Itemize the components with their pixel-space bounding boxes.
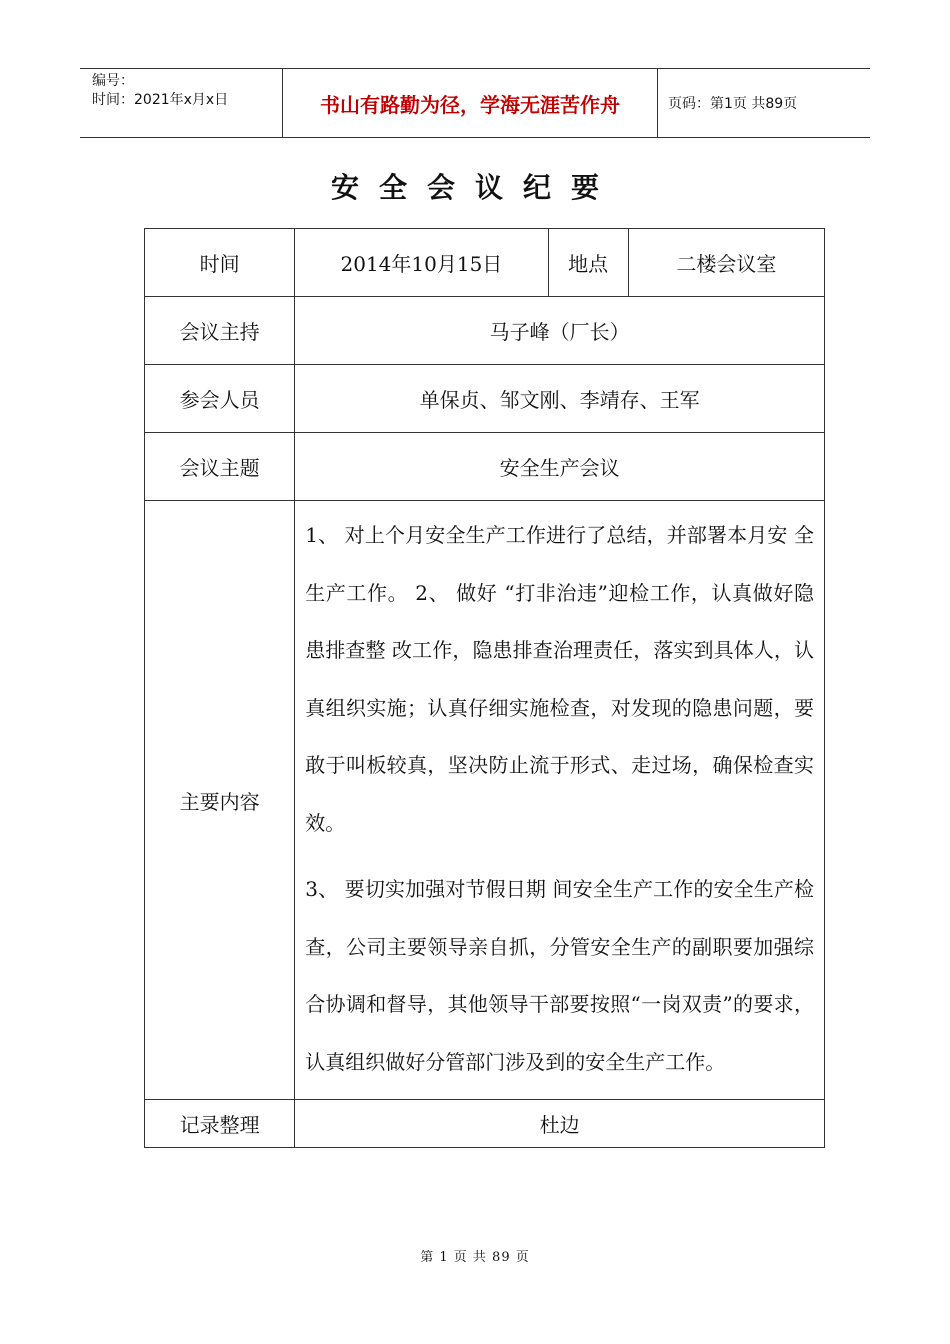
table-row-time: [145, 229, 825, 297]
time-value-cell: 2014年10月15日: [295, 229, 548, 297]
time-label: 时间：2021年x月x日: [92, 92, 229, 108]
topic-label-cell: 会议主题: [145, 433, 295, 501]
table-row-topic: [145, 433, 825, 501]
page-footer: 第 1 页 共 89 页: [420, 1250, 530, 1265]
header-meta: [80, 69, 282, 137]
place-label-cell: 地点: [548, 229, 628, 297]
content-value-cell: [295, 501, 825, 1100]
host-value-cell: 马子峰（厂长）: [295, 297, 825, 365]
table-row-host: [145, 297, 825, 365]
attendees-value-cell: 单保贞、邹文刚、李靖存、王军: [295, 365, 825, 433]
content-label-cell: 主要内容: [145, 501, 295, 1100]
header-page-info: 页码：第1页 共89页: [668, 96, 798, 112]
table-row-recorder: [145, 1100, 825, 1148]
topic-value-cell: 安全生产会议: [295, 433, 825, 501]
meeting-minutes-table: [144, 228, 825, 1148]
host-label-cell: 会议主持: [145, 297, 295, 365]
content-paragraph-1: 1、 对上个月安全生产工作进行了总结，并部署本月安 全生产工作。 2、 做好 “打非治违”迎检工作，认真做好隐患排查整 改工作，隐患排查治理责任，落实到具体人，认真组织实施；认真仔细实施检查，对发现的隐患问题，要敢于叫板较真，坚决防止流于形式、走过场，确保检查实效。: [305, 523, 814, 835]
page-title: 安全会议纪要: [330, 171, 619, 204]
table-row-attendees: [145, 365, 825, 433]
content-paragraph-2: 3、 要切实加强对节假日期 间安全生产工作的安全生产检查，公司主要领导亲自抓，分管安全生产的副职要加强综合协调和督导，其他领导干部要按照“一岗双责”的要求，认真组织做好分管部门涉及到的安全生产工作。: [305, 877, 814, 1074]
recorder-value-cell: 杜边: [295, 1100, 825, 1148]
time-label-cell: 时间: [145, 229, 295, 297]
recorder-label-cell: 记录整理: [145, 1100, 295, 1148]
table-row-content: [145, 501, 825, 1100]
attendees-label-cell: 参会人员: [145, 365, 295, 433]
document-header: [80, 68, 870, 138]
place-value-cell: 二楼会议室: [628, 229, 824, 297]
number-label: 编号：: [92, 73, 134, 89]
header-motto: 书山有路勤为径，学海无涯苦作舟: [282, 69, 658, 137]
